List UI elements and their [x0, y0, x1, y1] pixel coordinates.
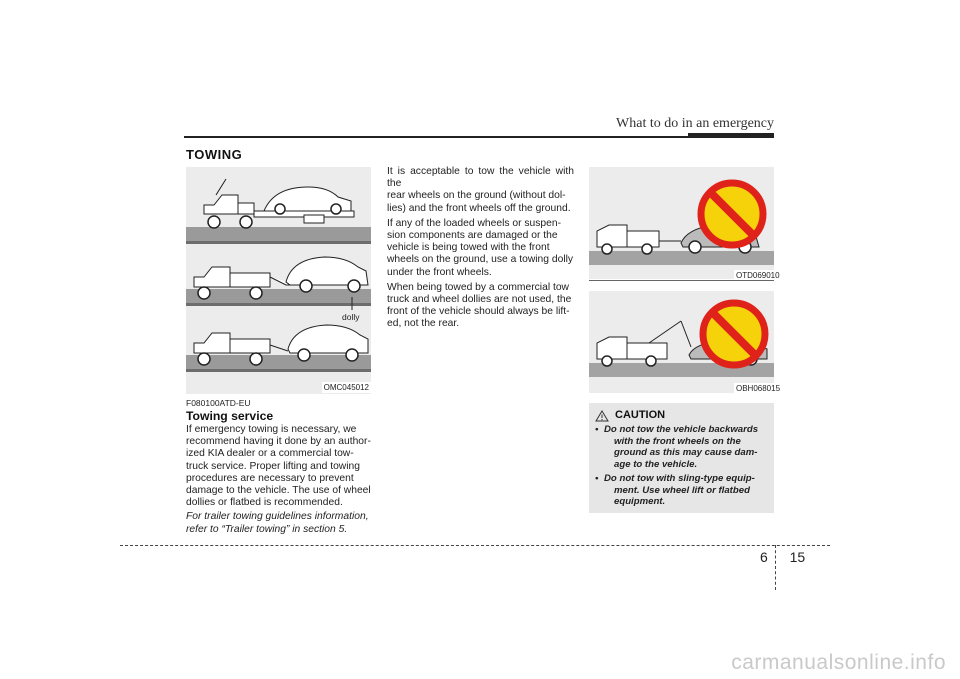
- prohibited-icon: [699, 299, 769, 374]
- middle-column-text: [387, 166, 574, 331]
- paragraph-dolly: [387, 218, 574, 279]
- prohibited-backward-tow-illustration: [589, 167, 774, 279]
- text-line: If emergency towing is necessary, we: [186, 424, 357, 435]
- figure-code: OMC045012: [323, 383, 369, 392]
- paragraph-commercial-tow: [387, 282, 574, 331]
- page-number-value: 15: [789, 549, 806, 565]
- text-line: refer to “Trailer towing” in section 5.: [186, 523, 348, 535]
- text-line: It is acceptable to tow the vehicle with the: [387, 166, 574, 190]
- text-line: dollies or flatbed is recommended.: [186, 497, 343, 509]
- text-line: recommend having it done by an author-: [186, 436, 371, 448]
- figure-code: OTD069010: [736, 271, 780, 280]
- watermark: carmanualsonline.info: [731, 651, 946, 674]
- text-line: truck and wheel dollies are not used, the: [387, 294, 572, 306]
- dolly-label: dolly: [342, 312, 360, 322]
- caution-item: [595, 473, 769, 508]
- tow-truck-drawings: [186, 167, 371, 394]
- towing-methods-illustration: [186, 167, 371, 394]
- prohibited-icon: [697, 179, 767, 254]
- paragraph-rear-wheels: [387, 166, 574, 215]
- caution-box: [589, 403, 774, 513]
- caution-text: equipment.: [614, 496, 666, 508]
- caution-text: Do not tow the vehicle backwards: [604, 424, 759, 435]
- text-line: If any of the loaded wheels or suspen-: [387, 217, 562, 229]
- header-rule-tab: [688, 133, 774, 138]
- caution-text: with the front wheels on the: [614, 435, 741, 447]
- chapter-number: 6: [760, 549, 768, 565]
- subheading-towing-service: Towing service: [186, 409, 274, 423]
- caution-line: [595, 473, 769, 485]
- caution-item: [595, 424, 769, 470]
- figure-separator: [589, 280, 774, 281]
- footer-rule: [120, 545, 830, 546]
- text-line: ized KIA dealer or a commercial tow-: [186, 448, 354, 460]
- bullet: •: [595, 424, 599, 435]
- text-line: For trailer towing guidelines information,: [186, 511, 369, 523]
- header-rule: [184, 136, 774, 138]
- text-line: damage to the vehicle. The use of wheel: [186, 485, 371, 497]
- text-line: ed, not the rear.: [387, 318, 460, 330]
- caution-line: [595, 424, 769, 436]
- text-line: When being towed by a commercial tow: [387, 281, 569, 293]
- caution-title: CAUTION: [615, 409, 666, 421]
- reference-code: F080100ATD-EU: [186, 398, 251, 408]
- caution-text: ground as this may cause dam-: [614, 447, 758, 459]
- caution-text: age to the vehicle.: [614, 458, 698, 470]
- text-line: procedures are necessary to prevent: [186, 472, 354, 484]
- text-line: wheels on the ground, use a towing dolly: [387, 254, 574, 266]
- text-line: sion components are damaged or the: [387, 230, 558, 242]
- text-line: front of the vehicle should always be lift-: [387, 306, 570, 318]
- bullet: •: [595, 473, 599, 484]
- caution-text: ment. Use wheel lift or flatbed: [614, 484, 750, 496]
- caution-text: Do not tow with sling-type equip-: [604, 473, 755, 484]
- towing-service-paragraph: [186, 424, 372, 536]
- prohibited-sling-tow-illustration: [589, 291, 774, 393]
- figure-code: OBH068015: [736, 384, 781, 393]
- text-line: truck service. Proper lifting and towing: [186, 460, 360, 472]
- trailer-note: [186, 511, 372, 535]
- text-line: lies) and the front wheels off the ground.: [387, 202, 571, 214]
- text-line: rear wheels on the ground (without dol-: [387, 190, 566, 202]
- page-number: [760, 549, 805, 565]
- page-header-title: What to do in an emergency: [616, 116, 774, 131]
- text-line: under the front wheels.: [387, 266, 492, 278]
- section-title: TOWING: [186, 147, 243, 162]
- text-line: vehicle is being towed with the front: [387, 242, 550, 254]
